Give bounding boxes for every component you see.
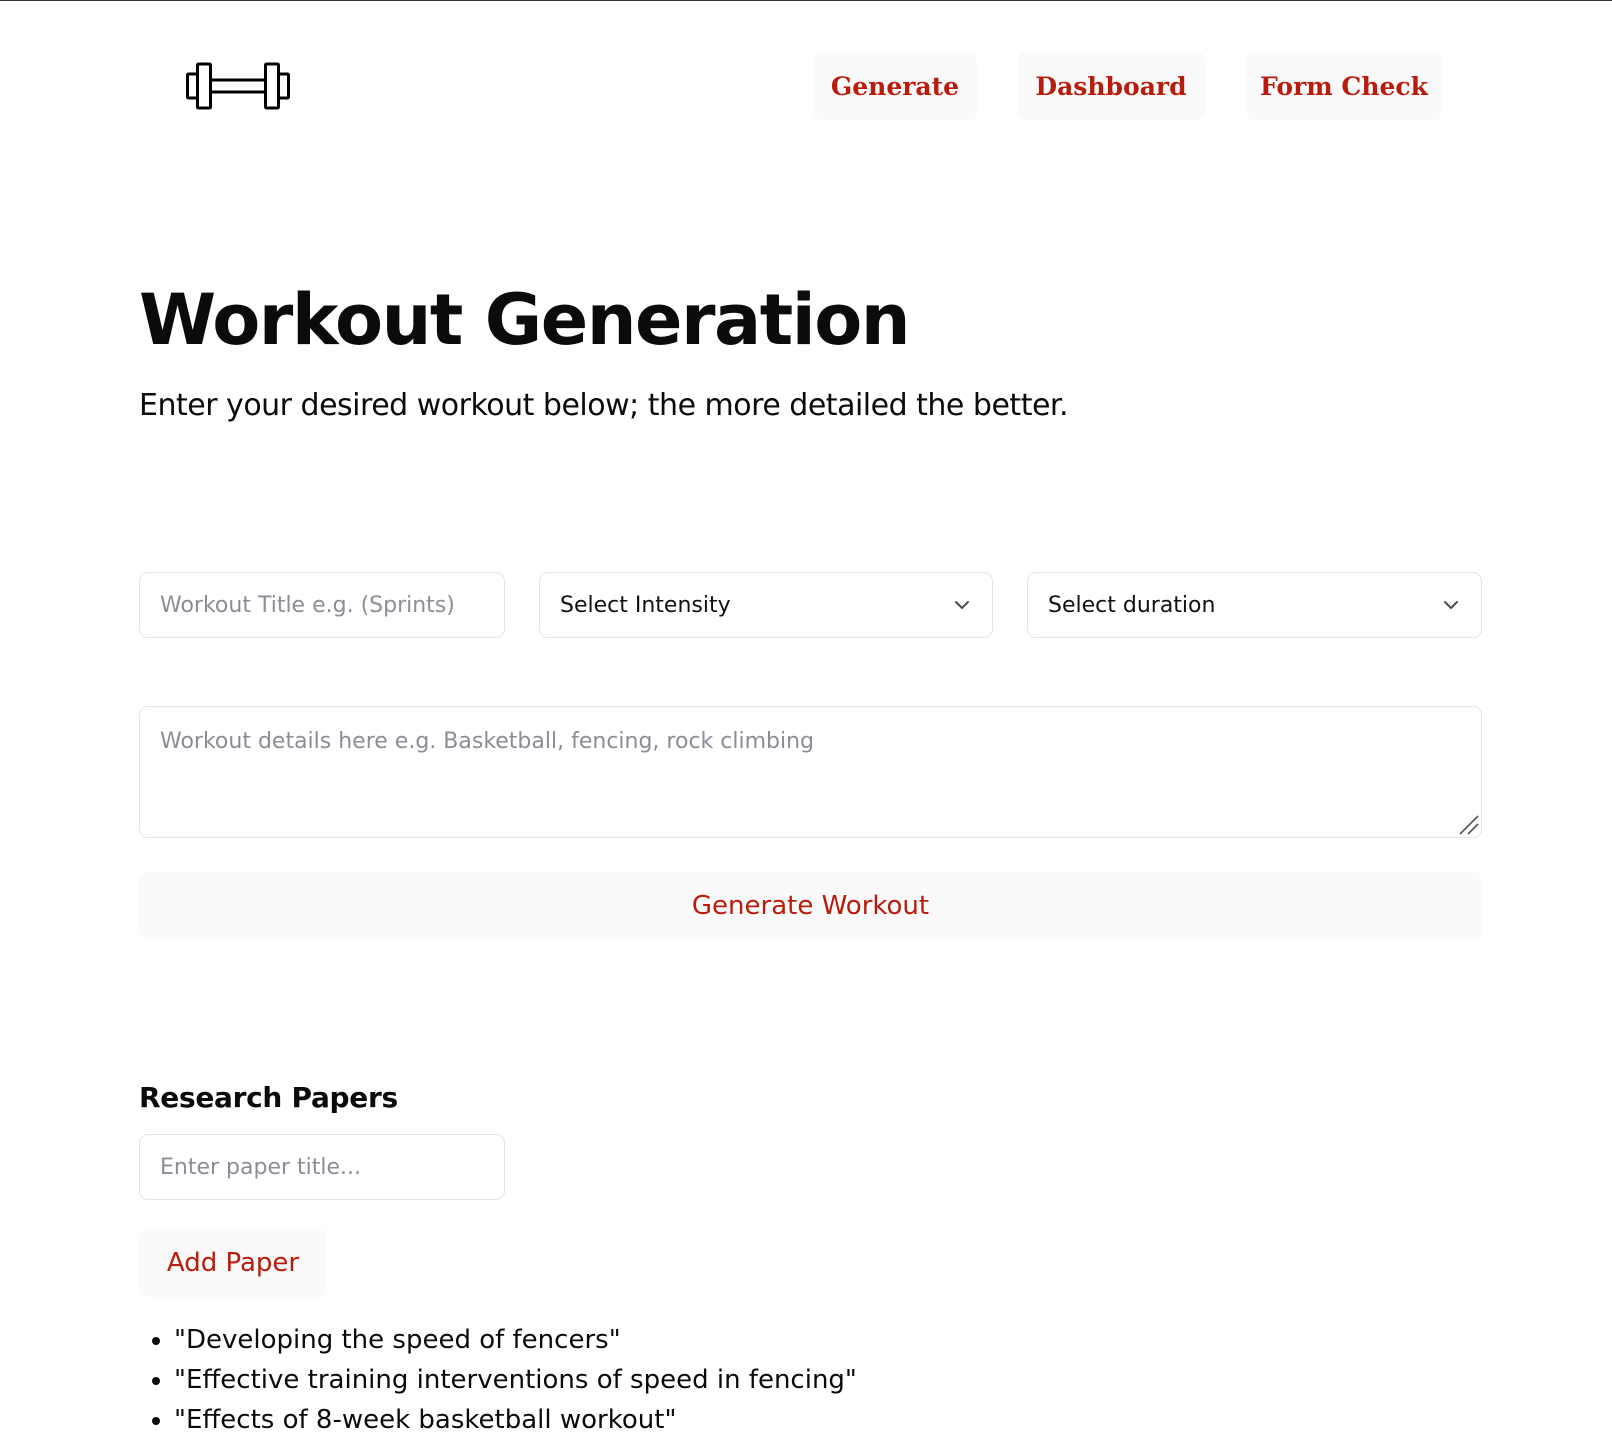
duration-select[interactable] bbox=[1027, 572, 1482, 638]
workout-title-input[interactable] bbox=[139, 572, 505, 638]
chevron-down-icon bbox=[1441, 595, 1461, 615]
generate-workout-button[interactable]: Generate Workout bbox=[139, 872, 1482, 940]
duration-select-label: Select duration bbox=[1048, 592, 1216, 618]
dumbbell-icon[interactable] bbox=[186, 62, 290, 110]
nav-form-check[interactable]: Form Check bbox=[1246, 52, 1442, 120]
nav-dashboard[interactable]: Dashboard bbox=[1017, 52, 1205, 120]
page-subtitle: Enter your desired workout below; the more detailed the better. bbox=[139, 388, 1069, 423]
list-item: • "Developing the speed of fencers" bbox=[174, 1320, 857, 1360]
paper-list bbox=[139, 1320, 857, 1440]
list-item: • "Effective training interventions of speed in fencing" bbox=[174, 1360, 857, 1400]
paper-title-input[interactable] bbox=[139, 1134, 505, 1200]
chevron-down-icon bbox=[952, 595, 972, 615]
page-title: Workout Generation bbox=[139, 279, 910, 361]
intensity-select-label: Select Intensity bbox=[560, 592, 731, 618]
intensity-select[interactable] bbox=[539, 572, 993, 638]
top-border bbox=[0, 0, 1612, 1]
research-papers-heading: Research Papers bbox=[139, 1081, 398, 1114]
workout-details-textarea[interactable] bbox=[139, 706, 1482, 838]
list-item: • "Effects of 8-week basketball workout" bbox=[174, 1400, 857, 1440]
nav-generate[interactable]: Generate bbox=[813, 52, 977, 120]
resize-handle-icon[interactable] bbox=[1458, 814, 1480, 836]
add-paper-button[interactable]: Add Paper bbox=[139, 1229, 327, 1297]
